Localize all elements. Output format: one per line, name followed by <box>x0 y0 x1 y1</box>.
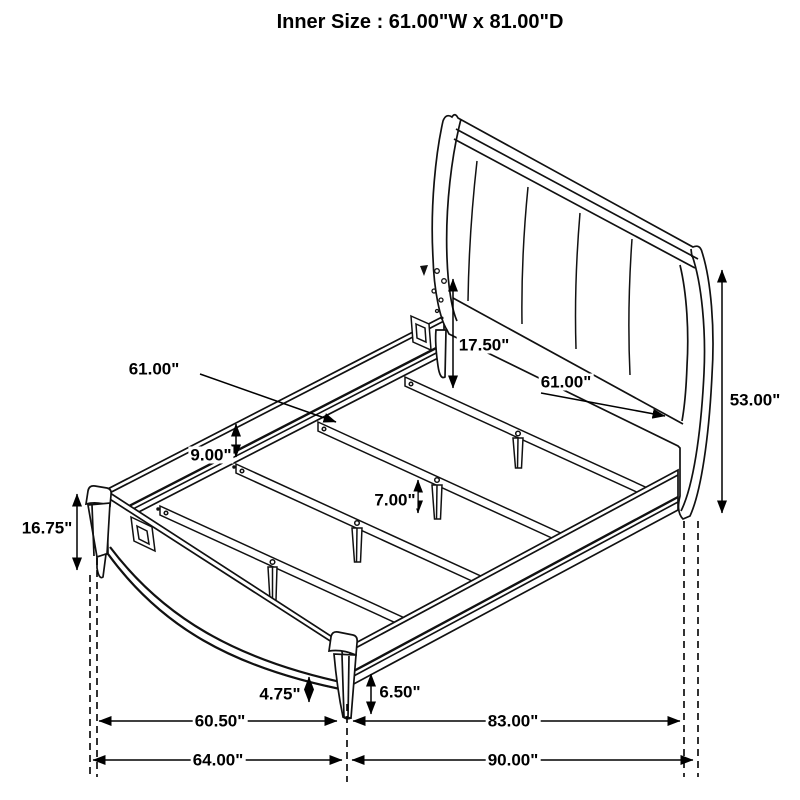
footboard <box>86 486 357 719</box>
dim-headboard-height-label: 53.00" <box>729 390 781 410</box>
diagram-title: Inner Size : 61.00"W x 81.00"D <box>276 11 564 33</box>
dim-slat-leg-height-label: 7.00" <box>374 490 416 510</box>
dim-footboard-height-label: 16.75" <box>21 518 73 538</box>
dim-overall-depth-label: 90.00" <box>487 750 539 770</box>
dim-footboard-leg-height-label: 4.75" <box>259 684 301 704</box>
dim-inner-depth-label: 83.00" <box>487 711 539 731</box>
dim-rail-clearance-label: 6.50" <box>379 682 421 702</box>
dim-side-rail-height-label: 9.00" <box>190 445 232 465</box>
dim-headboard-width-label: 61.00" <box>540 372 592 392</box>
dim-headboard-panel-height-label: 17.50" <box>458 335 510 355</box>
dim-slat-length-label: 61.00" <box>128 359 180 379</box>
dim-overall-width-label: 64.00" <box>192 750 244 770</box>
dim-inner-width-label: 60.50" <box>194 711 246 731</box>
